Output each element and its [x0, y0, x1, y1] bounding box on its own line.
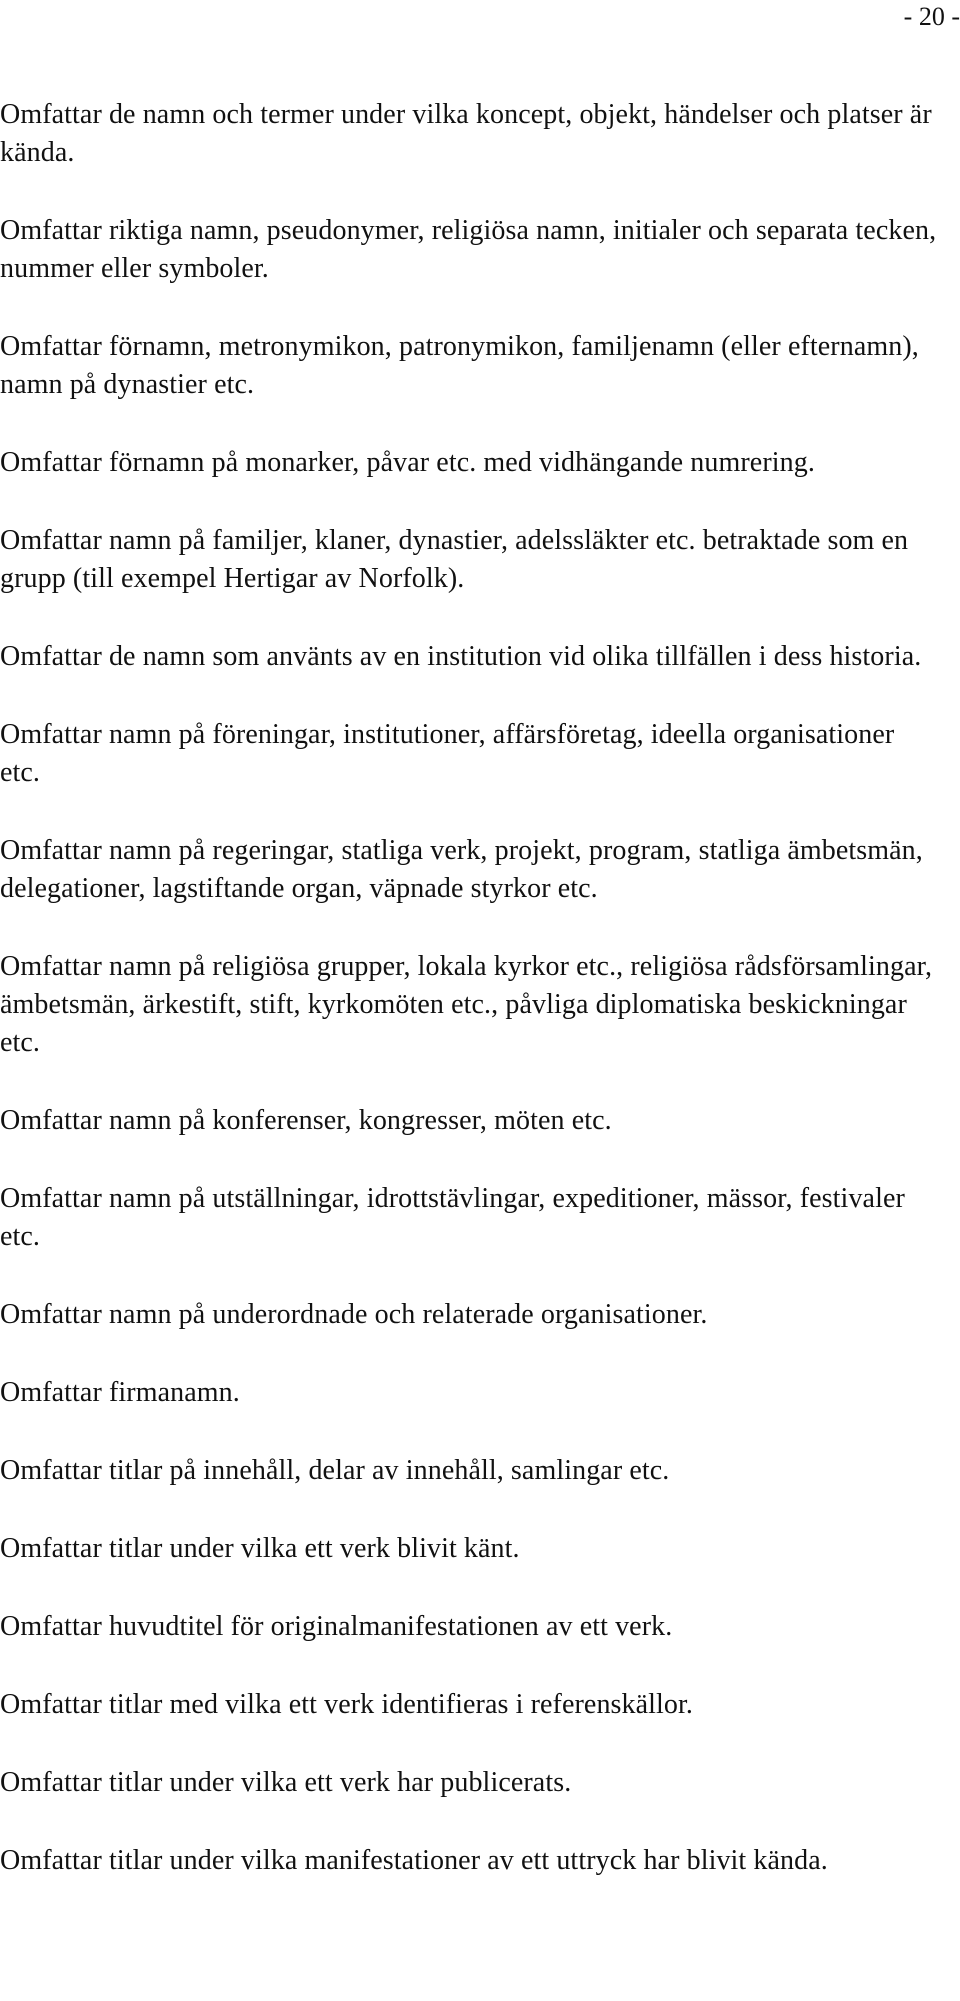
paragraph: Omfattar huvudtitel för originalmanifestationen av ett verk. [0, 1611, 673, 1642]
paragraph: Omfattar namn på utställningar, idrottstävlingar, expeditioner, mässor, festivaler etc. [0, 1183, 905, 1252]
paragraph: Omfattar riktiga namn, pseudonymer, religiösa namn, initialer och separata tecken, nummer eller symboler. [0, 215, 937, 284]
paragraph: Omfattar titlar på innehåll, delar av innehåll, samlingar etc. [0, 1455, 670, 1486]
paragraph: Omfattar namn på regeringar, statliga verk, projekt, program, statliga ämbetsmän, delegationer, lagstiftande organ, väpnade styrkor etc. [0, 835, 923, 904]
document-body [0, 96, 940, 1920]
paragraph: Omfattar förnamn, metronymikon, patronymikon, familjenamn (eller efternamn), namn på dynastier etc. [0, 331, 919, 400]
paragraph: Omfattar namn på underordnade och relaterade organisationer. [0, 1299, 708, 1330]
paragraph: Omfattar titlar under vilka manifestationer av ett uttryck har blivit kända. [0, 1845, 828, 1876]
paragraph: Omfattar namn på familjer, klaner, dynastier, adelssläkter etc. betraktade som en grupp (till exempel Hertigar av Norfolk). [0, 525, 909, 594]
paragraph: Omfattar titlar med vilka ett verk identifieras i referenskällor. [0, 1689, 694, 1720]
paragraph: Omfattar titlar under vilka ett verk blivit känt. [0, 1533, 520, 1564]
page-number: - 20 - [903, 2, 960, 31]
paragraph: Omfattar namn på konferenser, kongresser, möten etc. [0, 1105, 612, 1136]
paragraph: Omfattar namn på föreningar, institutioner, affärsföretag, ideella organisationer etc. [0, 719, 895, 788]
paragraph: Omfattar namn på religiösa grupper, lokala kyrkor etc., religiösa rådsförsamlingar, ämbetsmän, ärkestift, stift, kyrkomöten etc., påvliga diplomatiska beskickningar etc. [0, 951, 933, 1058]
paragraph: Omfattar titlar under vilka ett verk har publicerats. [0, 1767, 572, 1798]
paragraph: Omfattar firmanamn. [0, 1377, 240, 1408]
paragraph: Omfattar de namn som använts av en institution vid olika tillfällen i dess historia. [0, 641, 922, 672]
paragraph: Omfattar förnamn på monarker, påvar etc. med vidhängande numrering. [0, 447, 815, 478]
paragraph: Omfattar de namn och termer under vilka koncept, objekt, händelser och platser är kända. [0, 99, 932, 168]
